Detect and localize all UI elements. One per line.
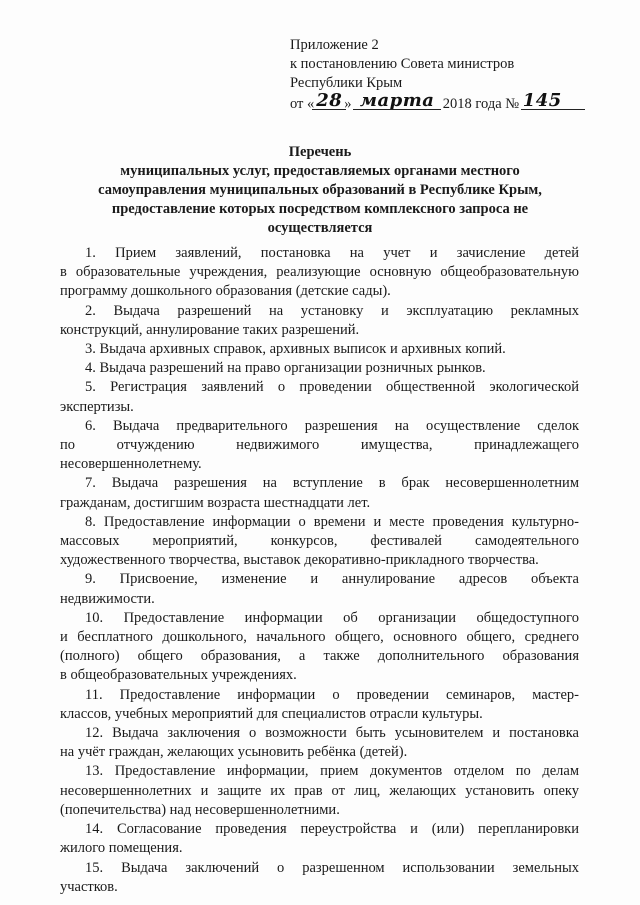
document-title <box>60 143 580 238</box>
list-item <box>60 859 579 897</box>
appendix-republic: Республики Крым <box>290 75 403 91</box>
list-item-line: несовершеннолетнему. <box>60 456 202 473</box>
list-item-line: 1. Прием заявлений, постановка на учет и зачисление детей <box>85 245 579 261</box>
list-item-line: 13. Предоставление информации, прием документов отделом по делам <box>85 763 579 780</box>
list-item <box>60 474 579 512</box>
list-item-line: конструкций, аннулирование таких разрешений. <box>60 321 360 338</box>
handwritten-day: 28 <box>316 90 343 111</box>
list-item-line: по отчуждению недвижимого имущества, принадлежащего <box>60 437 579 454</box>
date-year-text: 2018 года № <box>442 96 520 112</box>
list-item-line: участков. <box>60 878 118 895</box>
handwritten-number: 145 <box>523 91 583 110</box>
list-item <box>60 244 579 302</box>
list-item-line: 5. Регистрация заявлений о проведении общественной экологической <box>85 379 579 396</box>
list-item <box>60 417 579 475</box>
list-item-line: 14. Согласование проведения переустройства и (или) перепланировки <box>85 821 579 838</box>
list-item <box>60 378 579 416</box>
list-item-line: (попечительства) над несовершеннолетними. <box>60 801 340 818</box>
list-item-line: 7. Выдача разрешения на вступление в брак несовершеннолетним <box>85 475 579 492</box>
title-line-1: Перечень <box>288 144 352 160</box>
list-item <box>60 724 579 762</box>
list-item-line: гражданам, достигшим возраста шестнадцати лет. <box>60 494 371 511</box>
list-item <box>60 820 579 858</box>
list-item <box>60 340 579 359</box>
list-item-line: и бесплатного дошкольного, начального общего, основного общего, среднего <box>60 629 579 646</box>
list-item-line: 10. Предоставление информации об организации общедоступного <box>85 609 579 626</box>
title-line-4: предоставление которых посредством комплексного запроса не <box>111 201 529 217</box>
list-item-line: программу дошкольного образования (детские сады). <box>60 283 391 300</box>
list-item <box>60 762 579 820</box>
list-item-line: массовых мероприятий, конкурсов, фестивалей самодеятельного <box>60 533 579 550</box>
services-list <box>60 244 579 897</box>
date-prefix: от « <box>290 96 315 112</box>
appendix-date-line <box>290 90 590 114</box>
list-item-line: 6. Выдача предварительного разрешения на осуществление сделок <box>85 417 579 434</box>
list-item <box>60 513 579 571</box>
list-item-line: (полного) общего образования, а также дополнительного образования <box>60 648 579 665</box>
list-item <box>60 359 579 378</box>
list-item-line: 15. Выдача заключений о разрешенном использовании земельных <box>85 859 579 876</box>
list-item-line: экспертизы. <box>60 398 134 415</box>
list-item-line: 12. Выдача заключения о возможности быть усыновителем и постановка <box>85 725 579 742</box>
list-item-line: недвижимости. <box>60 590 155 607</box>
list-item-line: 11. Предоставление информации о проведении семинаров, мастер- <box>85 686 579 703</box>
date-day-suffix: » <box>344 96 352 112</box>
title-line-2: муниципальных услуг, предоставляемых органами местного <box>120 163 520 179</box>
list-item-line: 2. Выдача разрешений на установку и эксплуатацию рекламных <box>85 302 579 319</box>
title-line-3: самоуправления муниципальных образований в Республике Крым, <box>98 182 542 198</box>
list-item <box>60 570 579 608</box>
list-item-line: в общеобразовательных учреждениях. <box>60 667 297 684</box>
title-line-5: осуществляется <box>267 220 373 236</box>
list-item-line: 8. Предоставление информации о времени и месте проведения культурно- <box>85 513 579 530</box>
list-item <box>60 686 579 724</box>
list-item-line: в образовательные учреждения, реализующие основную общеобразовательную <box>60 264 579 281</box>
appendix-resolution: к постановлению Совета министров <box>290 56 515 72</box>
list-item-line: 3. Выдача архивных справок, архивных выписок и архивных копий. <box>85 341 506 358</box>
list-item <box>60 609 579 686</box>
list-item-line: несовершеннолетних и защите их прав от лиц, желающих установить опеку <box>60 782 579 799</box>
list-item <box>60 302 579 340</box>
appendix-label: Приложение 2 <box>290 37 379 53</box>
list-item-line: жилого помещения. <box>60 840 183 857</box>
list-item-line: художественного творчества, выставок декоративно-прикладного творчества. <box>60 552 539 569</box>
list-item-line: на учёт граждан, желающих усыновить ребёнка (детей). <box>60 744 408 761</box>
list-item-line: 9. Присвоение, изменение и аннулирование адресов объекта <box>85 571 579 588</box>
list-item-line: 4. Выдача разрешений на право организации розничных рынков. <box>85 360 486 377</box>
appendix-header <box>290 36 590 114</box>
list-item-line: классов, учебных мероприятий для специалистов отрасли культуры. <box>60 705 483 722</box>
handwritten-month: марта <box>355 91 439 110</box>
